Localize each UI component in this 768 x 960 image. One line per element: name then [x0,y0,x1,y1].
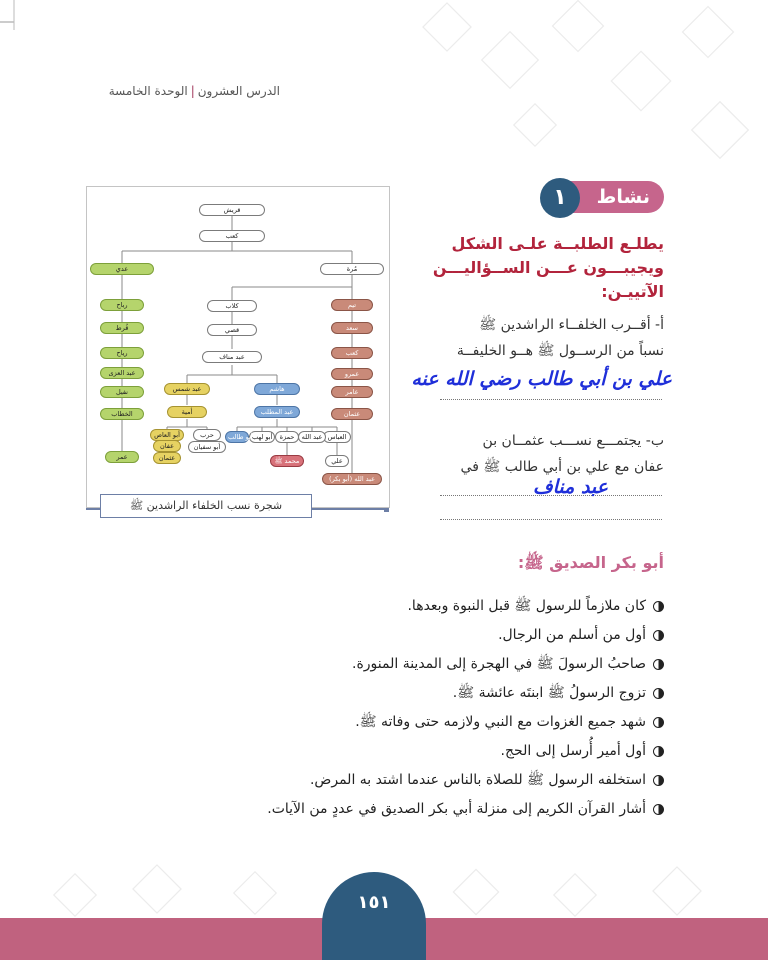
tree-node-riyah: رياح [100,347,144,359]
bullet-icon [653,804,664,815]
tree-node-hashim: هاشم [254,383,300,395]
instruction-line: الآتييـن: [601,282,664,301]
list-item-text: أول أمير أُرسل إلى الحج. [500,743,646,759]
activity-number: ١ [540,178,580,218]
tree-node-abusufyan: أبو سفيان [188,441,226,453]
activity-instruction [414,232,664,304]
bullet-icon [653,688,664,699]
tree-node-saad: سعد [331,322,373,334]
bullet-icon [653,659,664,670]
tree-node-abdulmuttalib: عبد المطلب [254,406,300,418]
tree-node-kilab: كلاب [207,300,257,312]
list-item [104,795,664,824]
unit-label: الوحدة الخامسة [108,84,188,98]
tree-caption: شجرة نسب الخلفاء الراشدين ﷺ [100,494,312,518]
bullet-icon [653,717,664,728]
tree-node-abutalib: أبو طالب [225,431,249,443]
tree-node-quraysh: قريش [199,204,265,216]
activity-label: نشاط [556,181,664,213]
tree-node-harb: حرب [193,429,221,441]
list-item [104,737,664,766]
tree-node-abdulozza: عبد العزى [100,367,144,379]
list-item [104,708,664,737]
page-header [40,84,280,98]
list-item [104,592,664,621]
question-1-line: أ- أقــرب الخلفــاء الراشدين ﷺ [479,317,664,333]
activity-badge [540,178,664,214]
tree-node-nufail: نفيل [100,386,144,398]
tree-node-kaab: كعب [199,230,265,242]
list-item-text: كان ملازماً للرسول ﷺ قبل النبوة وبعدها. [407,598,646,614]
lesson-label: الدرس العشرون [197,84,280,98]
list-item [104,679,664,708]
header-separator: | [190,84,195,98]
question-1-handwritten-answer: علي بن أبي طالب رضي الله عنه [411,368,672,390]
page-number: ١٥١ [322,872,426,960]
tree-node-qusay: قصي [207,324,257,336]
family-tree [86,186,390,508]
tree-node-rabah: رباح [100,299,144,311]
list-item-text: استخلفه الرسول ﷺ للصلاة بالناس عندما اشتد به المرض. [309,772,646,788]
bullet-icon [653,601,664,612]
question-1-line: نسباً من الرســول ﷺ هــو الخليفــة [456,343,664,359]
answer-line [440,518,662,520]
tree-node-adi: عدي [90,263,154,275]
tree-node-abbas: العباس [323,431,351,443]
tree-node-muhammad: محمد ﷺ [270,455,304,467]
tree-node-umayya: أمية [167,406,207,418]
question-1 [414,312,664,364]
section-heading: أبو بكر الصديق ﷺ: [517,553,664,572]
list-item-text: أشار القرآن الكريم إلى منزلة أبي بكر الصديق في عددٍ من الآيات. [267,801,646,817]
tree-node-umar: عمر [105,451,139,463]
list-item-text: تزوج الرسولُ ﷺ ابنتَه عائشة ﷺ. [452,685,646,701]
question-2-line: عفان مع علي بن أبي طالب ﷺ في [460,459,664,475]
question-2-line: ب- يجتمـــع نســـب عثمــان بن [482,433,664,449]
tree-node-abdullah: عبد الله [298,431,326,443]
tree-node-uthman-affan: عثمان [153,452,181,464]
tree-node-abulahab: أبو لهب [249,431,275,443]
list-item-text: شهد جميع الغزوات مع النبي ولازمه حتى وفاته ﷺ. [355,714,646,730]
tree-node-affan: عفان [153,440,181,452]
list-item-text: أول من أسلم من الرجال. [498,627,646,643]
list-item [104,650,664,679]
tree-node-amir: عامر [331,386,373,398]
bullet-icon [653,630,664,641]
list-item [104,621,664,650]
facts-list [104,592,664,824]
instruction-line: يطلـع الطلبــة علـى الشكل [451,234,664,253]
list-item [104,766,664,795]
tree-node-abdmanaf: عبد مناف [202,351,262,363]
instruction-line: ويجيبـــون عـــن الســؤاليـــن [432,258,664,277]
tree-node-hamza: حمزة [275,431,299,443]
tree-node-qurt: قُرط [100,322,144,334]
bullet-icon [653,775,664,786]
tree-node-alkhattab: الخطاب [100,408,144,420]
tree-node-uthman: عثمان [331,408,373,420]
tree-node-abubakr: عبد الله (أبو بكر) [322,473,382,485]
tree-node-abdshams: عبد شمس [164,383,210,395]
tree-node-amr: عمرو [331,368,373,380]
list-item-text: صاحبُ الرسولَ ﷺ في الهجرة إلى المدينة المنورة. [352,656,646,672]
bullet-icon [653,746,664,757]
tree-node-ali: علي [325,455,349,467]
tree-node-taym: تيم [331,299,373,311]
tree-node-murra: مُرة [320,263,384,275]
tree-node-abulas: أبو العاص [150,429,184,441]
question-2-handwritten-answer: عبد مناف [532,476,608,498]
question-2 [414,428,664,480]
answer-line [440,398,662,400]
tree-node-kaab2: كعب [331,347,373,359]
